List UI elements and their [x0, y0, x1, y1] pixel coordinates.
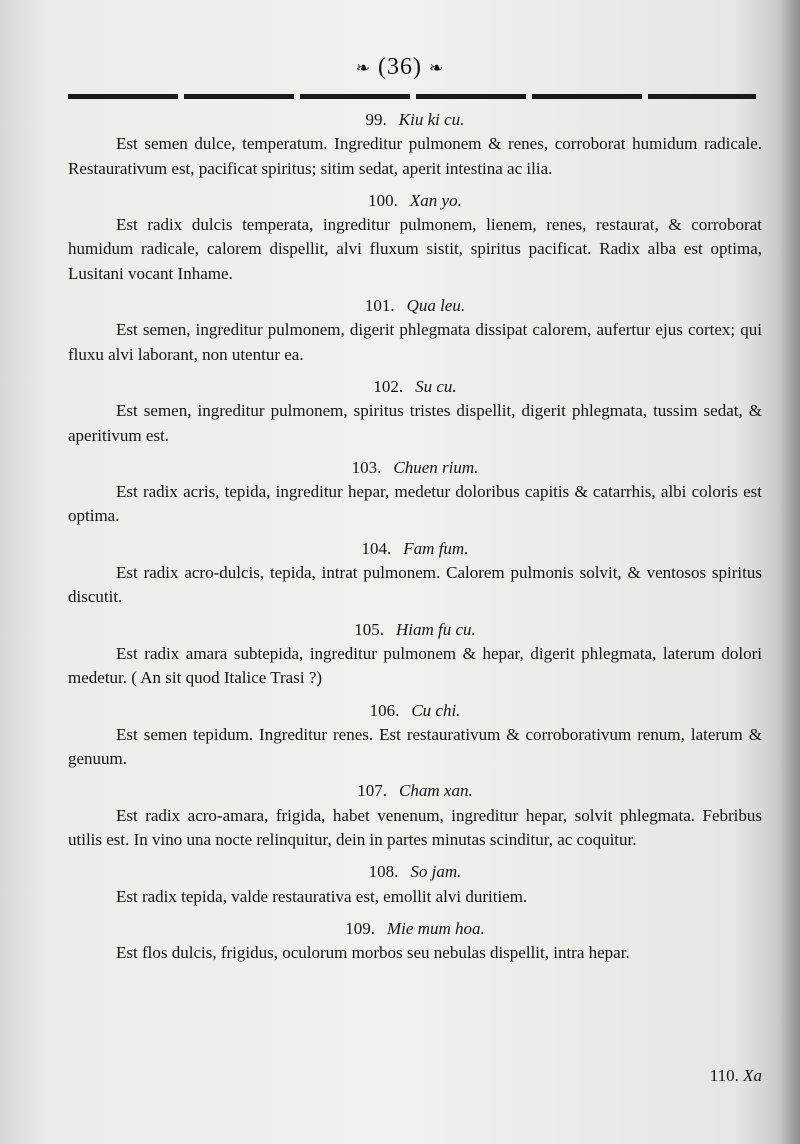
entry-name: So jam.	[410, 862, 462, 882]
entry-number: 102.	[373, 376, 404, 396]
entry-description: Est radix tepida, valde restaurativa est, emollit alvi duritiem.	[116, 886, 528, 906]
entry-heading	[68, 456, 762, 480]
entry-heading	[68, 189, 762, 213]
entry-heading	[68, 618, 762, 642]
entry-name: Cu chi.	[411, 700, 461, 720]
entry-name: Chuen rium.	[393, 457, 479, 477]
entry-heading	[68, 779, 762, 803]
entry-name: Fam fum.	[403, 538, 469, 558]
entry-name: Kiu ki cu.	[398, 110, 465, 129]
entry-number: 107.	[357, 781, 388, 801]
page-header	[0, 54, 800, 81]
entry-heading	[68, 537, 762, 561]
entry-description: Est radix amara subtepida, ingreditur pulmonem & hepar, digerit phlegmata, laterum dolori medetur. ( An sit quod Italice Trasi ?)	[68, 643, 762, 688]
entry-heading	[68, 375, 762, 399]
ornament-right-icon: ❧	[428, 58, 445, 78]
entry-heading	[68, 860, 762, 884]
entry-number: 99.	[365, 110, 387, 129]
header-rule	[68, 94, 756, 99]
page-number: (36)	[378, 54, 422, 80]
entry-number: 101.	[364, 296, 395, 316]
entry-description: Est radix acris, tepida, ingreditur hepar, medetur doloribus capitis & catarrhis, albi coloris est optima.	[68, 482, 762, 526]
entry-heading	[68, 294, 762, 318]
entry-number: 103.	[351, 457, 382, 477]
entry-name: Hiam fu cu.	[395, 619, 476, 639]
entry-description: Est semen, ingreditur pulmonem, spiritus tristes dispellit, digerit phlegmata, tussim sedat, & aperitivum est.	[68, 401, 762, 445]
page-spine-shadow	[778, 0, 800, 1144]
entry-description: Est radix dulcis temperata, ingreditur pulmonem, lienem, renes, restaurat, & corroborat humidum radicale, calorem dispellit, alvi fluxum sistit, spiritus pacificat. Radix alba est optima, Lusitani vocant Inhame.	[68, 215, 762, 283]
catchword-number: 110.	[709, 1066, 739, 1085]
entry-name: Qua leu.	[406, 296, 466, 316]
entry-name: Mie mum hoa.	[387, 918, 485, 938]
entry-number: 108.	[368, 862, 399, 882]
ornament-left-icon: ❧	[355, 58, 371, 78]
catchword	[710, 1066, 762, 1086]
entry-number: 106.	[369, 700, 400, 720]
entry-description: Est flos dulcis, frigidus, oculorum morbos seu nebulas dispellit, intra hepar.	[116, 943, 630, 963]
entry-name: Cham xan.	[399, 781, 473, 801]
entry-number: 109.	[345, 918, 375, 938]
entry-heading	[68, 917, 762, 941]
catchword-text: Xa	[743, 1066, 762, 1085]
entry-description: Est semen tepidum. Ingreditur renes. Est restaurativum & corroborativum renum, laterum & genuum.	[68, 724, 762, 769]
entry-description: Est radix acro-dulcis, tepida, intrat pulmonem. Calorem pulmonis solvit, & ventosos spiritus discutit.	[68, 563, 762, 607]
entry-heading	[68, 108, 762, 132]
entry-number: 105.	[354, 619, 384, 639]
entry-number: 100.	[368, 190, 398, 210]
entry-heading	[68, 699, 762, 723]
entry-description: Est radix acro-amara, frigida, habet venenum, ingreditur hepar, solvit phlegmata. Febribus utilis est. In vino una nocte relinquitur, dein in partes minutas scinditur, ac coquitur.	[68, 805, 762, 850]
entry-number: 104.	[361, 538, 392, 558]
entries-list	[68, 108, 762, 974]
entry-description: Est semen, ingreditur pulmonem, digerit phlegmata dissipat calorem, aufertur ejus cortex; qui fluxu alvi laborant, non utentur ea.	[68, 320, 762, 364]
entry-description: Est semen dulce, temperatum. Ingreditur pulmonem & renes, corroborat humidum radicale. Restaurativum est, pacificat spiritus; sitim sedat, aperit intestina ac ilia.	[68, 134, 762, 178]
entry-name: Xan yo.	[409, 190, 462, 210]
entry-name: Su cu.	[415, 376, 457, 396]
